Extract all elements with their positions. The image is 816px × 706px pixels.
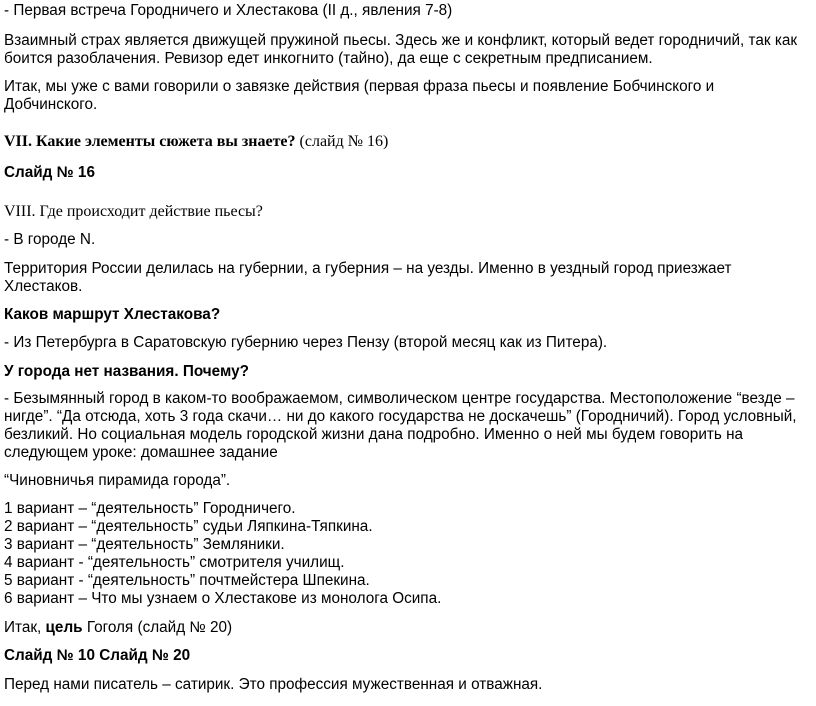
list-item: 1 вариант – “деятельность” Городничего.: [4, 500, 296, 517]
question-7-bold: VII. Какие элементы сюжета вы знаете?: [4, 133, 296, 150]
paragraph-2: Взаимный страх является движущей пружиной пьесы. Здесь же и конфликт, который ведет городничий, так как боится разоблачения. Ревизор едет инкогнито (тайно), да еще с секретным предписанием.: [4, 32, 798, 67]
list-item: 2 вариант – “деятельность” судьи Ляпкина-Тяпкина.: [4, 518, 373, 535]
paragraph-3: Итак, мы уже с вами говорили о завязке действия (первая фраза пьесы и появление Бобчинского и Добчинского.: [4, 78, 715, 113]
answer-8: - В городе N.: [4, 231, 96, 248]
question-7-rest: (слайд № 16): [295, 133, 389, 150]
paragraph-1: - Первая встреча Городничего и Хлестакова (II д., явления 7-8): [4, 2, 453, 19]
question-7: [4, 133, 812, 151]
answer-9: - Из Петербурга в Саратовскую губернию через Пензу (второй месяц как из Питера).: [4, 334, 608, 351]
answer-10: - Безымянный город в каком-то воображаемом, символическом центре государства. Местоположение “везде – нигде”. “Да отсюда, хоть 3 года скачи… ни до какого государства не доскачешь” (Городничий). Город условный, безликий. Но социальная модель городской жизни дана подробно. Именно о ней мы будем говорить на следующем уроке: домашнее задание: [4, 390, 797, 461]
goal-line: [4, 619, 232, 637]
goal-line-start: Итак,: [4, 619, 46, 636]
goal-line-end: Гоголя (слайд № 20): [82, 619, 233, 636]
list-item: 4 вариант - “деятельность” смотрителя училищ.: [4, 554, 345, 571]
list-item: 3 вариант – “деятельность” Земляники.: [4, 536, 285, 553]
last-paragraph: Перед нами писатель – сатирик. Это профессия мужественная и отважная.: [4, 676, 543, 693]
question-8: VIII. Где происходит действие пьесы?: [4, 203, 263, 220]
slides-heading: Слайд № 10 Слайд № 20: [4, 647, 191, 664]
list-item: 5 вариант - “деятельность” почтмейстера Шпекина.: [4, 572, 370, 589]
variants-list: [4, 500, 441, 608]
list-item: 6 вариант – Что мы узнаем о Хлестакове из монолога Осипа.: [4, 590, 442, 607]
paragraph-4: Территория России делилась на губернии, а губерния – на уезды. Именно в уездный город приезжает Хлестаков.: [4, 260, 732, 295]
homework-task: “Чиновничья пирамида города”.: [4, 472, 231, 489]
goal-word: цель: [45, 619, 83, 636]
question-9: Каков маршрут Хлестакова?: [4, 306, 221, 323]
slide-16-heading: Слайд № 16: [4, 164, 95, 181]
question-10: У города нет названия. Почему?: [4, 363, 249, 380]
